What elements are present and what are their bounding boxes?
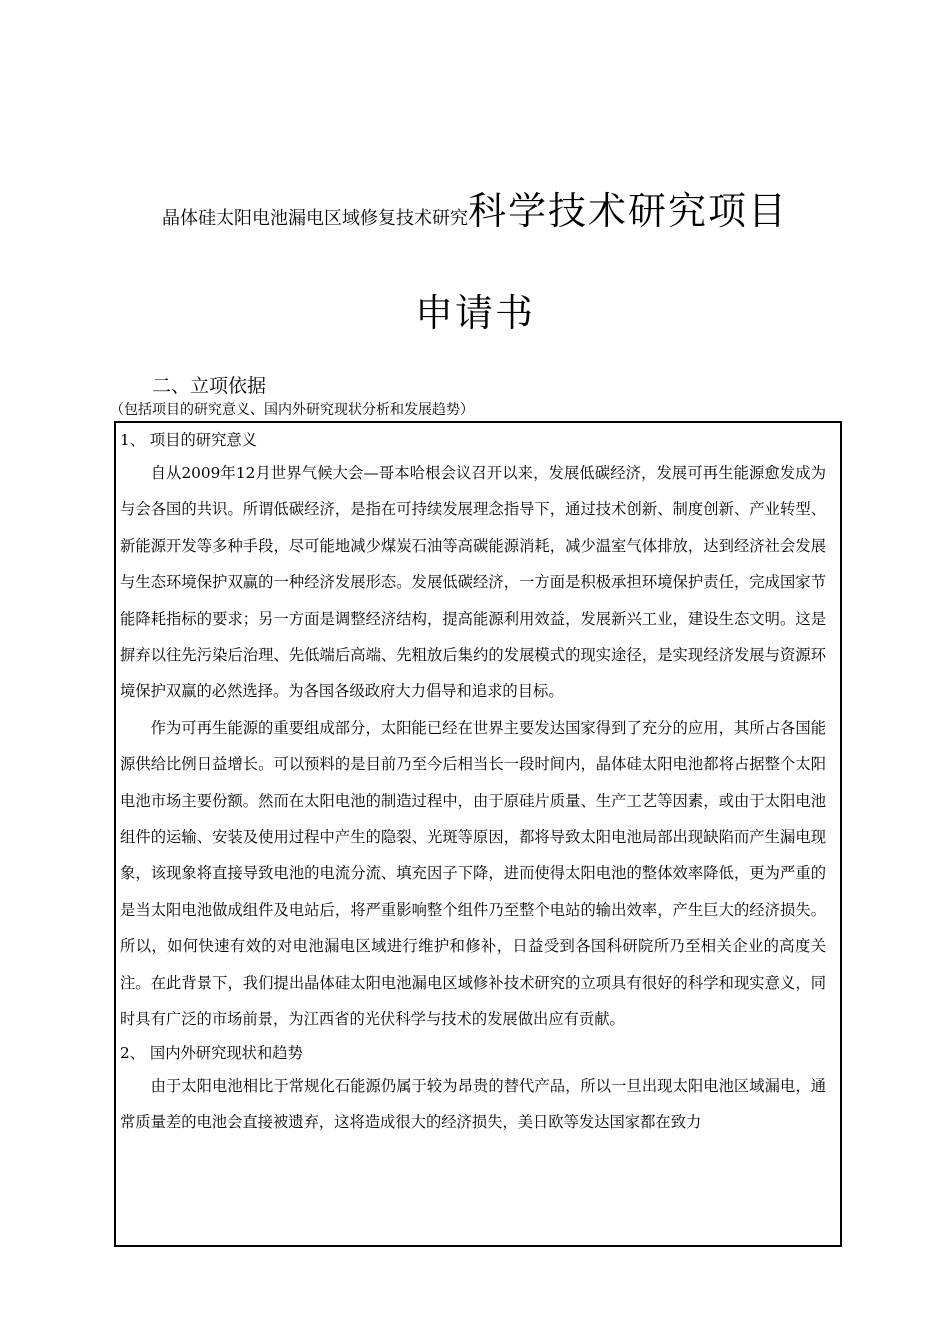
item2-title: 2、 国内外研究现状和趋势: [120, 1043, 303, 1062]
item1-paragraph-1: 自从2009年12月世界气候大会—哥本哈根会议召开以来，发展低碳经济，发展可再生能源愈发成为与会各国的共识。所谓低碳经济，是指在可持续发展理念指导下，通过技术创新、制度创新、产业转型、新能源开发等多种手段，尽可能地减少煤炭石油等高碳能源消耗，减少温室气体排放，达到经济社会发展与生态环境保护双赢的一种经济发展形态。发展低碳经济，一方面是积极承担环境保护责任，完成国家节能降耗指标的要求；另一方面是调整经济结构，提高能源利用效益，发展新兴工业，建设生态文明。这是摒弃以往先污染后治理、先低端后高端、先粗放后集约的发展模式的现实途径，是实现经济发展与资源环境保护双赢的必然选择。为各国各级政府大力倡导和追求的目标。: [120, 464, 826, 701]
document-title-line1: [0, 180, 950, 235]
section-subtitle: （包括项目的研究意义、国内外研究现状分析和发展趋势）: [110, 402, 474, 418]
title-main: 科学技术研究项目: [467, 189, 788, 233]
project-name: 晶体硅太阳电池漏电区域修复技术研究: [161, 208, 468, 229]
document-title-line2: 申请书: [414, 291, 535, 335]
item2-paragraph-1: 由于太阳电池相比于常规化石能源仍属于较为昂贵的替代产品，所以一旦出现太阳电池区域漏电，通常质量差的电池会直接被遗弃，这将造成很大的经济损失，美日欧等发达国家都在致力: [120, 1076, 826, 1131]
content-box: [114, 421, 842, 1247]
item1-title: 1、 项目的研究意义: [120, 431, 257, 449]
item1-paragraph-2: 作为可再生能源的重要组成部分，太阳能已经在世界主要发达国家得到了充分的应用，其所占各国能源供给比例日益增长。可以预料的是目前乃至今后相当长一段时间内，晶体硅太阳电池都将占据整个太阳电池市场主要份额。然而在太阳电池的制造过程中，由于原硅片质量、生产工艺等因素，或由于太阳电池组件的运输、安装及使用过程中产生的隐裂、光斑等原因，都将导致太阳电池局部出现缺陷而产生漏电现象，该现象将直接导致电池的电流分流、填充因子下降，进而使得太阳电池的整体效率降低，更为严重的是当太阳电池做成组件及电站后，将严重影响整个组件乃至整个电站的输出效率，产生巨大的经济损失。所以，如何快速有效的对电池漏电区域进行维护和修补，日益受到各国科研院所乃至相关企业的高度关注。在此背景下，我们提出晶体硅太阳电池漏电区域修补技术研究的立项具有很好的科学和现实意义，同时具有广泛的市场前景，为江西省的光伏科学与技术的发展做出应有贡献。: [120, 718, 826, 1029]
section-heading: 二、立项依据: [152, 375, 267, 397]
